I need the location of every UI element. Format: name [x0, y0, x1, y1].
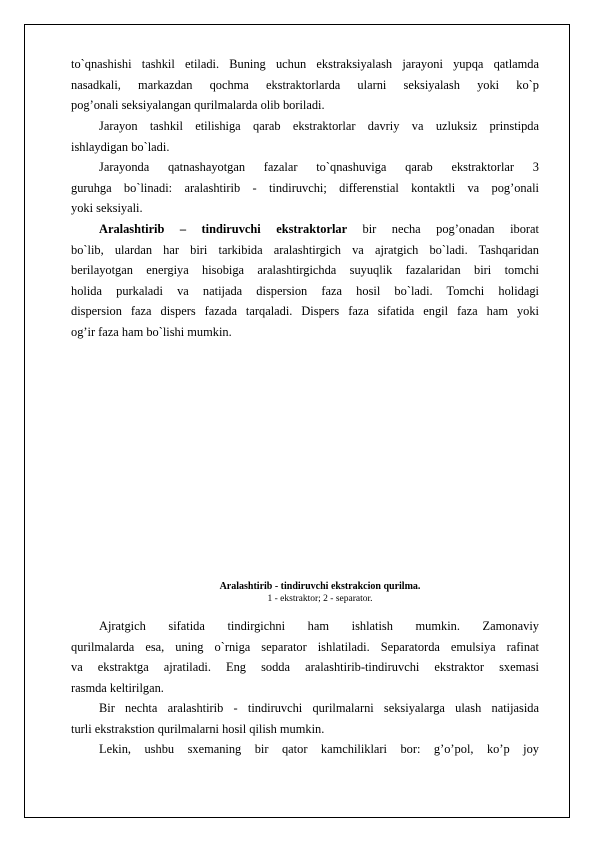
text-line: ishlaydigan bo`ladi. — [71, 139, 170, 154]
text-line: qurilmalarda esa, uning o`rniga separator ishlatiladi. Separatorda emulsiya rafinat — [71, 639, 539, 654]
paragraph-7 — [71, 739, 539, 760]
text-line: Lekin, ushbu sxemaning bir qator kamchiliklari bor: g’o’pol, ko’p joy — [99, 742, 539, 756]
paragraph-2 — [71, 116, 539, 157]
text-line: berilayotgan energiya hisobiga aralashtirgichda suyuqlik fazalaridan biri tomchi — [71, 263, 539, 277]
figure-placeholder — [71, 395, 539, 575]
paragraph-1 — [71, 54, 539, 116]
text-line: guruhga bo`linadi: aralashtirib - tindiruvchi; differenstial kontaktli va pog’onali — [71, 180, 539, 195]
text-line: rasmda keltirilgan. — [71, 680, 164, 695]
text-span: bir necha pog’onadan iborat — [347, 222, 539, 236]
figure-caption-title: Aralashtirib - tindiruvchi ekstrakcion qurilma. — [219, 581, 421, 592]
text-line: Jarayonda qatnashayotgan fazalar to`qnashuviga qarab ekstraktorlar 3 — [99, 160, 539, 174]
text-line: Bir nechta aralashtirib - tindiruvchi qurilmalarni seksiyalarga ulash natijasida — [99, 701, 539, 715]
paragraph-4 — [71, 219, 539, 342]
text-line: to`qnashishi tashkil etiladi. Buning uchun ekstraksiyalash jarayoni yupqa qatlamda — [71, 57, 539, 71]
text-line: dispersion faza dispers fazada tarqaladi. Dispers faza sifatida engil faza ham yoki — [71, 304, 539, 318]
text-line: Ajratgich sifatida tindirgichni ham ishlatish mumkin. Zamonaviy — [99, 619, 539, 633]
paragraph-3 — [71, 157, 539, 219]
text-line: turli ekstrakstion qurilmalarni hosil qilish mumkin. — [71, 721, 325, 736]
text-line: va ekstraktga ajratiladi. Eng sodda aralashtirib-tindiruvchi ekstraktor sxemasi — [71, 660, 539, 674]
text-line: Jarayon tashkil etilishiga qarab ekstraktorlar davriy va uzluksiz prinstipda — [99, 119, 539, 133]
text-line: og’ir faza ham bo`lishi mumkin. — [71, 324, 232, 339]
text-line — [71, 219, 539, 240]
paragraph-5 — [71, 616, 539, 698]
text-line: bo`lib, ulardan har biri tarkibida aralashtirgich va ajratgich bo`ladi. Tashqaridan — [71, 242, 539, 257]
text-line: yoki seksiyali. — [71, 201, 143, 215]
figure-caption-legend: 1 - ekstraktor; 2 - separator. — [267, 594, 373, 604]
text-line: nasadkali, markazdan qochma ekstraktorlarda ularni seksiyalash yoki ko`p — [71, 77, 539, 92]
text-line: pog’onali seksiyalangan qurilmalarda olib boriladi. — [71, 98, 325, 112]
bold-term: Aralashtirib – tindiruvchi ekstraktorlar — [99, 222, 348, 236]
paragraph-6 — [71, 698, 539, 739]
text-line: holida purkaladi va natijada dispersion faza hosil bo`ladi. Tomchi holidagi — [71, 283, 539, 298]
